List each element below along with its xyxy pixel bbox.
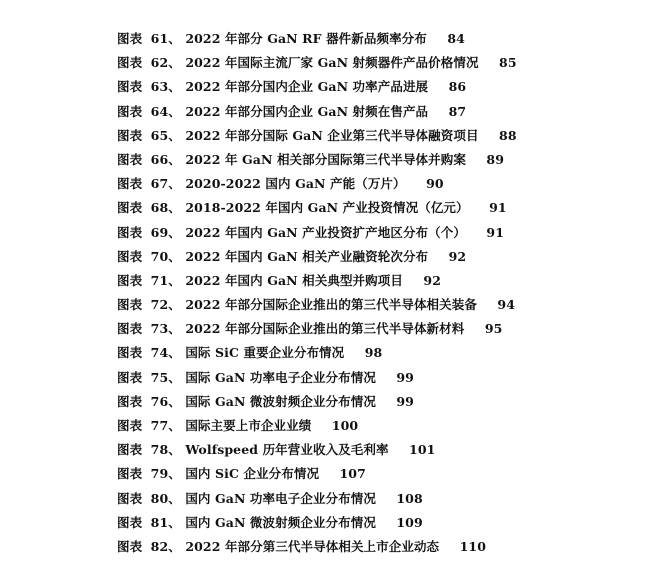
entry-prefix: 图表 (117, 103, 143, 119)
entry-title: 国内 GaN 功率电子企业分布情况 (185, 490, 376, 506)
toc-entry (117, 196, 517, 220)
entry-prefix: 图表 (117, 345, 143, 361)
entry-number: 74、 (150, 345, 181, 361)
entry-number: 62、 (150, 55, 181, 71)
entry-prefix: 图表 (117, 31, 143, 46)
entry-prefix: 图表 (117, 272, 143, 288)
entry-title: 2022 年部分国际企业推出的第三代半导体新材料 (185, 321, 465, 337)
toc-entry (117, 462, 517, 486)
entry-prefix: 图表 (117, 418, 143, 433)
entry-title: 2022 年部分 GaN RF 器件新品频率分布 (185, 31, 427, 46)
entry-title: 2022 年部分国际企业推出的第三代半导体相关装备 (185, 297, 477, 313)
entry-prefix: 图表 (117, 151, 143, 167)
entry-number: 66、 (150, 151, 181, 167)
entry-page-number: 85 (499, 55, 517, 71)
entry-page-number: 108 (396, 490, 423, 506)
toc-entry (117, 172, 517, 196)
entry-page-number: 94 (497, 297, 516, 313)
entry-title: 国际 GaN 功率电子企业分布情况 (185, 369, 376, 385)
entry-page-number: 99 (396, 369, 414, 385)
entry-number: 69、 (150, 224, 181, 240)
toc-entry (117, 390, 517, 414)
entry-title: Wolfspeed 历年营业收入及毛利率 (185, 442, 389, 458)
entry-title: 国际主要上市企业业绩 (185, 418, 312, 433)
toc-entry (117, 75, 517, 99)
toc-entry (117, 293, 517, 317)
entry-page-number: 89 (486, 151, 505, 167)
entry-prefix: 图表 (117, 176, 143, 192)
entry-title: 2022 年部分国内企业 GaN 功率产品进展 (185, 79, 429, 95)
entry-title: 国内 SiC 企业分布情况 (185, 466, 320, 482)
entry-title: 2022 年国内 GaN 相关产业融资轮次分布 (185, 248, 429, 264)
entry-number: 81、 (150, 514, 181, 530)
entry-page-number: 98 (364, 345, 383, 361)
entry-page-number: 92 (448, 248, 467, 264)
entry-number: 82、 (150, 538, 181, 554)
entry-prefix: 图表 (117, 55, 143, 71)
entry-page-number: 100 (331, 418, 359, 433)
entry-number: 75、 (150, 369, 181, 385)
entry-prefix: 图表 (117, 224, 143, 240)
toc-entry (117, 51, 517, 75)
entry-title: 2022 年国内 GaN 相关典型并购项目 (185, 272, 403, 288)
entry-prefix: 图表 (117, 321, 143, 337)
entry-prefix: 图表 (117, 514, 143, 530)
entry-number: 61、 (150, 31, 181, 46)
entry-number: 78、 (150, 442, 181, 458)
entry-page-number: 84 (447, 31, 465, 46)
entry-page-number: 99 (396, 393, 414, 409)
entry-page-number: 90 (426, 176, 444, 192)
entry-number: 68、 (150, 200, 181, 216)
entry-title: 2022 年国际主流厂家 GaN 射频器件产品价格情况 (185, 55, 479, 71)
entry-number: 67、 (150, 176, 181, 192)
entry-page-number: 107 (339, 466, 366, 482)
toc-entry (117, 27, 517, 51)
toc-entry (117, 535, 517, 559)
entry-prefix: 图表 (117, 538, 143, 554)
toc-entry (117, 221, 517, 245)
entry-page-number: 91 (489, 200, 507, 216)
toc-entry (117, 245, 517, 269)
entry-prefix: 图表 (117, 248, 143, 264)
entry-page-number: 91 (486, 224, 505, 240)
entry-number: 80、 (150, 490, 181, 506)
entry-title: 2018-2022 年国内 GaN 产业投资情况（亿元） (185, 200, 469, 216)
entry-page-number: 86 (448, 79, 467, 95)
entry-page-number: 109 (396, 514, 423, 530)
toc-entry (117, 341, 517, 365)
entry-number: 70、 (150, 248, 181, 264)
entry-prefix: 图表 (117, 393, 143, 409)
entry-prefix: 图表 (117, 200, 143, 216)
toc-entry (117, 148, 517, 172)
entry-title: 2020-2022 国内 GaN 产能（万片） (185, 176, 406, 192)
entry-number: 77、 (150, 418, 181, 433)
entry-title: 国内 GaN 微波射频企业分布情况 (185, 514, 376, 530)
entry-page-number: 92 (423, 272, 442, 288)
entry-title: 2022 年部分国内企业 GaN 射频在售产品 (185, 103, 429, 119)
entry-title: 2022 年部分国际 GaN 企业第三代半导体融资项目 (185, 127, 479, 143)
entry-prefix: 图表 (117, 442, 143, 458)
entry-prefix: 图表 (117, 466, 143, 482)
entry-prefix: 图表 (117, 490, 143, 506)
entry-number: 79、 (150, 466, 181, 482)
toc-entry (117, 366, 517, 390)
toc-entry (117, 124, 517, 148)
entry-number: 64、 (150, 103, 181, 119)
toc-entry (117, 269, 517, 293)
toc-entry (117, 317, 517, 341)
entry-page-number: 87 (448, 103, 467, 119)
toc-entry (117, 511, 517, 535)
toc-entry (117, 414, 517, 438)
figure-list (117, 27, 517, 559)
entry-number: 73、 (150, 321, 181, 337)
entry-number: 63、 (150, 79, 181, 95)
entry-title: 2022 年 GaN 相关部分国际第三代半导体并购案 (185, 151, 466, 167)
entry-number: 71、 (150, 272, 181, 288)
toc-entry (117, 438, 517, 462)
entry-title: 国际 GaN 微波射频企业分布情况 (185, 393, 376, 409)
toc-entry (117, 487, 517, 511)
entry-title: 2022 年部分第三代半导体相关上市企业动态 (185, 538, 440, 554)
entry-number: 72、 (150, 297, 181, 313)
entry-number: 65、 (150, 127, 181, 143)
entry-page-number: 88 (499, 127, 517, 143)
entry-title: 2022 年国内 GaN 产业投资扩产地区分布（个） (185, 224, 466, 240)
entry-page-number: 101 (409, 442, 436, 458)
toc-entry (117, 100, 517, 124)
entry-title: 国际 SiC 重要企业分布情况 (185, 345, 345, 361)
entry-number: 76、 (150, 393, 181, 409)
entry-prefix: 图表 (117, 297, 143, 313)
entry-prefix: 图表 (117, 369, 143, 385)
entry-prefix: 图表 (117, 79, 143, 95)
entry-page-number: 110 (459, 538, 487, 554)
entry-prefix: 图表 (117, 127, 143, 143)
entry-page-number: 95 (484, 321, 503, 337)
